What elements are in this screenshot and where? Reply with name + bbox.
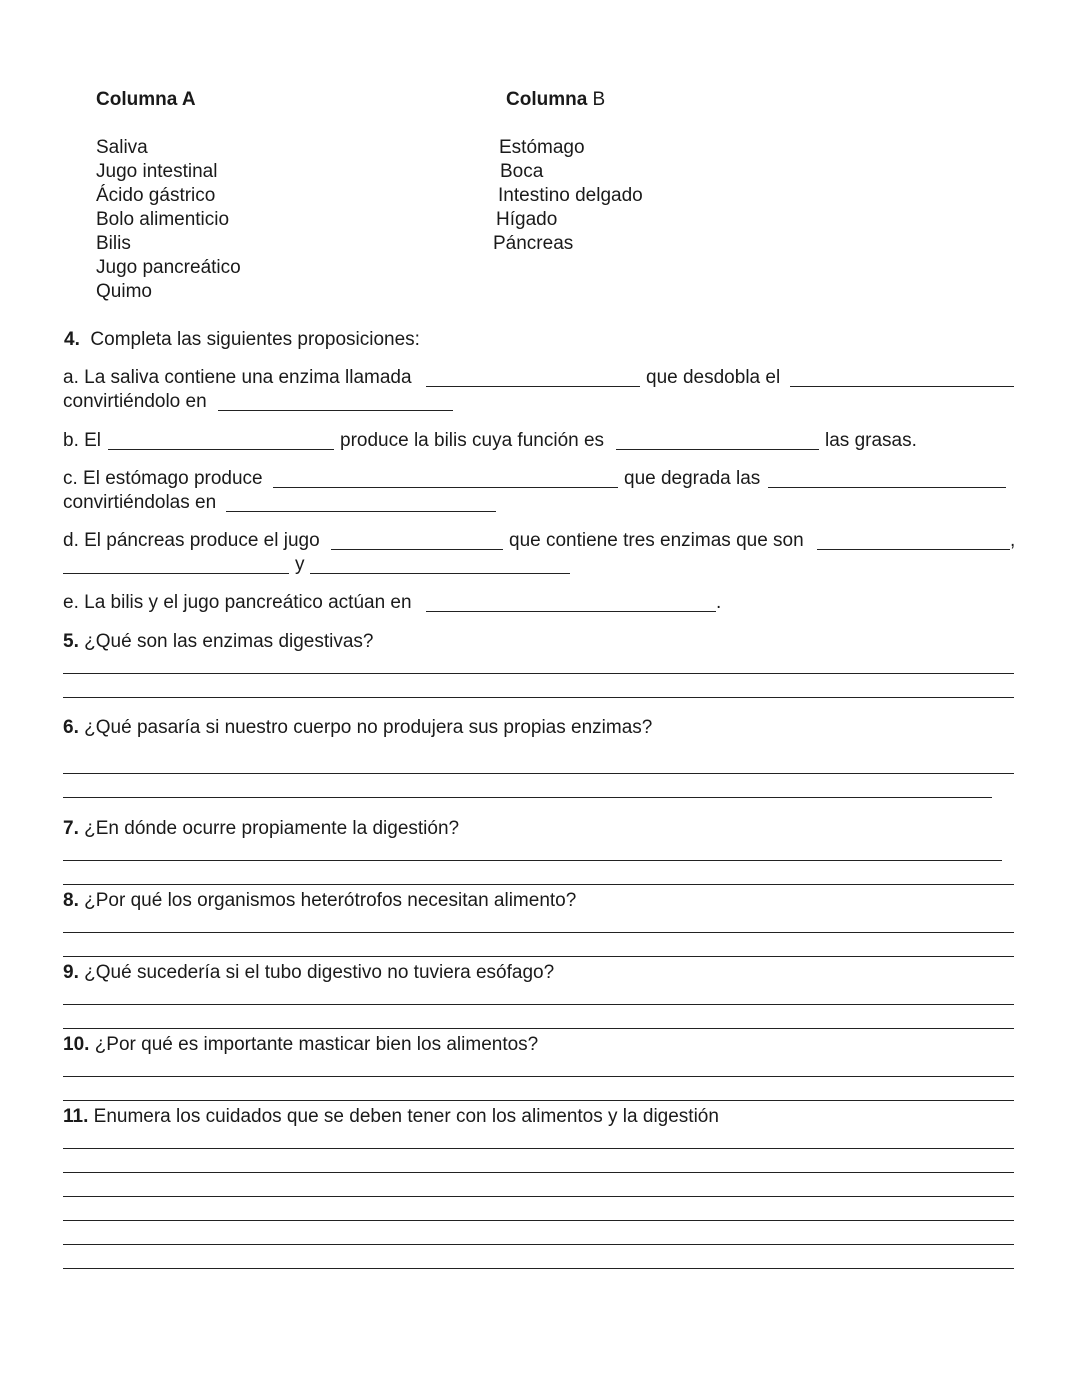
answer-blank[interactable] — [790, 386, 1014, 387]
answer-line[interactable] — [63, 697, 1014, 698]
item-c-line1-start: c. El estómago produce — [63, 468, 263, 489]
column-a-item: Saliva — [96, 137, 148, 158]
item-e-end: . — [716, 592, 722, 613]
question-text: ¿Qué pasaría si nuestro cuerpo no produjera sus propias enzimas? — [84, 717, 653, 738]
question-4-heading — [64, 328, 420, 352]
answer-line[interactable] — [63, 1100, 1014, 1101]
question-number: 10. — [63, 1034, 90, 1055]
question-number: 5. — [63, 631, 79, 652]
question-11 — [63, 1105, 719, 1129]
question-text: ¿En dónde ocurre propiamente la digestión? — [84, 818, 460, 839]
item-c-line1-mid: que degrada las — [624, 468, 761, 489]
answer-blank[interactable] — [331, 549, 503, 550]
item-d-line1-start: d. El páncreas produce el jugo — [63, 530, 320, 551]
item-e-start: e. La bilis y el jugo pancreático actúan en — [63, 592, 412, 613]
answer-line[interactable] — [63, 773, 1014, 774]
item-a-line2-start: convirtiéndolo en — [63, 391, 207, 412]
question-number: 11. — [63, 1106, 89, 1127]
question-text: ¿Qué sucedería si el tubo digestivo no tuviera esófago? — [84, 962, 555, 983]
question-text: ¿Qué son las enzimas digestivas? — [84, 631, 374, 652]
answer-blank[interactable] — [616, 449, 819, 450]
answer-line[interactable] — [63, 1172, 1014, 1173]
item-a-line1-mid: que desdobla el — [646, 367, 781, 388]
column-a-item: Jugo intestinal — [96, 161, 218, 182]
column-a-item: Jugo pancreático — [96, 257, 241, 278]
question-5 — [63, 630, 374, 654]
answer-blank[interactable] — [768, 487, 1006, 488]
answer-blank[interactable] — [63, 573, 289, 574]
column-a-item: Quimo — [96, 281, 152, 302]
column-b-title-bold: Columna — [506, 89, 588, 110]
answer-line[interactable] — [63, 1148, 1014, 1149]
item-a-line1-start: a. La saliva contiene una enzima llamada — [63, 367, 412, 388]
answer-line[interactable] — [63, 932, 1014, 933]
column-a-item: Bolo alimenticio — [96, 209, 230, 230]
answer-line[interactable] — [63, 797, 992, 798]
answer-line[interactable] — [63, 1028, 1014, 1029]
answer-blank[interactable] — [426, 611, 716, 612]
question-number: 6. — [63, 717, 79, 738]
question-6 — [63, 716, 652, 740]
question-number: 7. — [63, 818, 79, 839]
answer-blank[interactable] — [273, 487, 618, 488]
answer-line[interactable] — [63, 956, 1014, 957]
question-number: 8. — [63, 890, 79, 911]
column-b-item: Estómago — [499, 137, 585, 158]
answer-line[interactable] — [63, 1196, 1014, 1197]
question-7 — [63, 817, 459, 841]
column-b-item: Boca — [500, 161, 544, 182]
column-b-item: Hígado — [496, 209, 558, 230]
column-b-title-rest: B — [587, 89, 606, 110]
answer-blank[interactable] — [426, 386, 640, 387]
column-a-item: Ácido gástrico — [96, 185, 216, 206]
column-a-item: Bilis — [96, 233, 131, 254]
question-10 — [63, 1033, 538, 1057]
answer-blank[interactable] — [108, 449, 334, 450]
item-b-mid: produce la bilis cuya función es — [340, 430, 605, 451]
column-a-title: Columna A — [96, 89, 196, 110]
answer-line[interactable] — [63, 884, 1014, 885]
answer-line[interactable] — [63, 1076, 1014, 1077]
item-b-start: b. El — [63, 430, 102, 451]
question-text: ¿Por qué los organismos heterótrofos necesitan alimento? — [84, 890, 577, 911]
answer-blank[interactable] — [226, 511, 496, 512]
item-b-end: las grasas. — [825, 430, 917, 451]
item-d-line1-end: , — [1010, 530, 1016, 551]
column-b-item: Intestino delgado — [498, 185, 643, 206]
question-text: Enumera los cuidados que se deben tener con los alimentos y la digestión — [93, 1106, 719, 1127]
question-9 — [63, 961, 554, 985]
column-b-title — [506, 88, 605, 112]
answer-line[interactable] — [63, 860, 1002, 861]
answer-blank[interactable] — [218, 410, 453, 411]
question-number: 9. — [63, 962, 79, 983]
column-b-item: Páncreas — [493, 233, 574, 254]
answer-line[interactable] — [63, 1268, 1014, 1269]
question-text: Completa las siguientes proposiciones: — [90, 329, 420, 350]
question-8 — [63, 889, 576, 913]
question-text: ¿Por qué es importante masticar bien los alimentos? — [94, 1034, 539, 1055]
answer-blank[interactable] — [817, 549, 1010, 550]
answer-line[interactable] — [63, 1244, 1014, 1245]
item-d-line1-mid: que contiene tres enzimas que son — [509, 530, 804, 551]
question-number: 4. — [64, 329, 80, 350]
answer-line[interactable] — [63, 1220, 1014, 1221]
answer-line[interactable] — [63, 673, 1014, 674]
answer-blank[interactable] — [310, 573, 570, 574]
item-c-line2-start: convirtiéndolas en — [63, 492, 217, 513]
item-d-line2-y: y — [295, 554, 305, 575]
answer-line[interactable] — [63, 1004, 1014, 1005]
